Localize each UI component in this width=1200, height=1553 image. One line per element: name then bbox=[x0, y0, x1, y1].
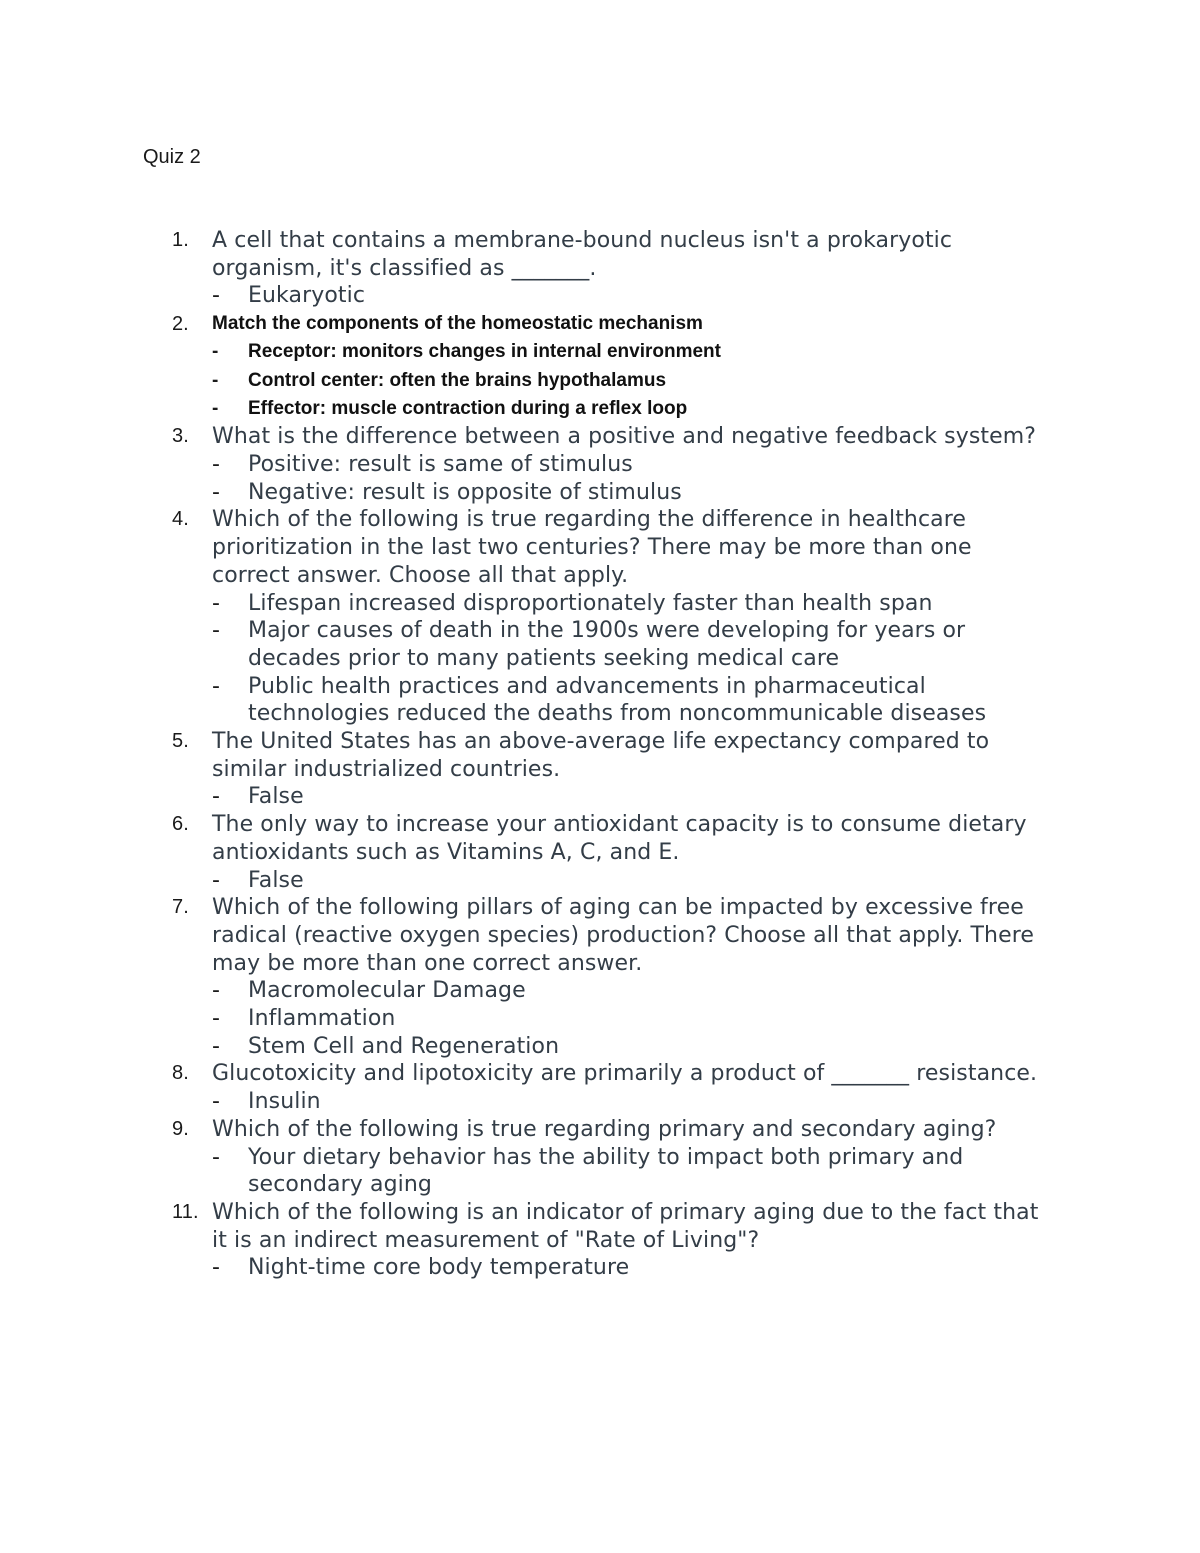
answer-item: - Positive: result is same of stimulus bbox=[212, 452, 633, 477]
question-item bbox=[172, 506, 1052, 728]
answer-item: - Public health practices and advancements in pharmaceutical technologies reduced the deaths from noncommunicable diseases bbox=[212, 673, 987, 727]
question-number: 4. bbox=[172, 508, 189, 531]
answer-item: - Eukaryotic bbox=[212, 283, 366, 309]
question-text: The only way to increase your antioxidant capacity is to consume dietary antioxidants such as Vitamins A, C, and E. bbox=[212, 812, 1027, 865]
answer-item: - Inflammation bbox=[212, 1006, 396, 1032]
question-item bbox=[172, 1116, 1052, 1199]
question-number: 8. bbox=[172, 1062, 189, 1085]
answer-list bbox=[212, 338, 1052, 423]
question-text: Which of the following pillars of aging can be impacted by excessive free radical (reactive oxygen species) production? Choose all that apply. There may be more than one correct answer. bbox=[212, 895, 1035, 976]
question-item bbox=[172, 728, 1052, 811]
answer-item: - Control center: often the brains hypothalamus bbox=[212, 369, 667, 391]
question-text: Which of the following is true regarding the difference in healthcare prioritization in the last two centuries? There may be more than one correct answer. Choose all that apply. bbox=[212, 507, 972, 588]
question-item bbox=[172, 310, 1052, 423]
answer-list bbox=[212, 1254, 1052, 1282]
question-number: 1. bbox=[172, 229, 189, 251]
question-number: 5. bbox=[172, 730, 189, 753]
question-text: Which of the following is true regarding primary and secondary aging? bbox=[212, 1116, 997, 1142]
answer-item: - Receptor: monitors changes in internal environment bbox=[212, 341, 721, 363]
question-item bbox=[172, 227, 1052, 310]
answer-list bbox=[212, 1144, 1052, 1199]
answer-text: Your dietary behavior has the ability to impact both primary and secondary aging bbox=[248, 1144, 964, 1198]
question-number: 11. bbox=[172, 1200, 199, 1223]
page-title: Quiz 2 bbox=[143, 146, 201, 168]
answer-list bbox=[212, 590, 1052, 729]
question-text: Glucotoxicity and lipotoxicity are primarily a product of _______ resistance. bbox=[212, 1061, 1038, 1087]
question-number: 7. bbox=[172, 896, 189, 919]
question-number: 6. bbox=[172, 813, 189, 836]
question-text: What is the difference between a positive and negative feedback system? bbox=[212, 424, 1037, 450]
question-list bbox=[172, 227, 1052, 1282]
answer-list bbox=[212, 867, 1052, 895]
answer-text: Negative: result is opposite of stimulus bbox=[248, 479, 682, 505]
answer-text: Effector: muscle contraction during a reflex loop bbox=[248, 398, 688, 419]
question-item bbox=[172, 894, 1052, 1060]
answer-item: - Night-time core body temperature bbox=[212, 1255, 630, 1281]
answer-text: False bbox=[248, 784, 304, 810]
answer-text: Insulin bbox=[248, 1089, 321, 1115]
answer-text: Public health practices and advancements in pharmaceutical technologies reduced the deaths from noncommunicable diseases bbox=[248, 673, 987, 727]
answer-list bbox=[212, 451, 1052, 506]
question-text: The United States has an above-average life expectancy compared to similar industrialized countries. bbox=[212, 729, 990, 782]
answer-text: Major causes of death in the 1900s were developing for years or decades prior to many patients seeking medical care bbox=[248, 618, 966, 671]
answer-item: - False bbox=[212, 867, 304, 893]
answer-item: - Macromolecular Damage bbox=[212, 978, 526, 1004]
answer-item: - False bbox=[212, 784, 304, 810]
question-text: A cell that contains a membrane-bound nucleus isn't a prokaryotic organism, it's classified as _______. bbox=[212, 228, 953, 281]
answer-item: - Major causes of death in the 1900s were developing for years or decades prior to many patients seeking medical care bbox=[212, 618, 966, 671]
question-item bbox=[172, 423, 1052, 506]
question-text: Match the components of the homeostatic mechanism bbox=[212, 313, 703, 335]
answer-item: - Lifespan increased disproportionately faster than health span bbox=[212, 590, 933, 616]
answer-item: - Effector: muscle contraction during a reflex loop bbox=[212, 398, 688, 419]
question-item bbox=[172, 1199, 1052, 1282]
answer-item: - Your dietary behavior has the ability to impact both primary and secondary aging bbox=[212, 1144, 964, 1198]
answer-text: False bbox=[248, 867, 304, 893]
answer-text: Control center: often the brains hypothalamus bbox=[248, 369, 667, 391]
answer-text: Macromolecular Damage bbox=[248, 978, 526, 1004]
answer-item: - Negative: result is opposite of stimulus bbox=[212, 479, 682, 505]
answer-text: Night-time core body temperature bbox=[248, 1255, 630, 1281]
answer-text: Stem Cell and Regeneration bbox=[248, 1033, 560, 1059]
answer-text: Lifespan increased disproportionately faster than health span bbox=[248, 590, 933, 616]
answer-text: Inflammation bbox=[248, 1006, 396, 1032]
answer-item: - Insulin bbox=[212, 1089, 321, 1115]
answer-text: Receptor: monitors changes in internal environment bbox=[248, 341, 721, 363]
answer-list bbox=[212, 977, 1052, 1060]
question-item bbox=[172, 1060, 1052, 1115]
answer-list bbox=[212, 1088, 1052, 1116]
question-number: 3. bbox=[172, 425, 189, 448]
answer-list bbox=[212, 282, 1052, 310]
answer-item: - Stem Cell and Regeneration bbox=[212, 1033, 560, 1059]
question-number: 2. bbox=[172, 313, 189, 336]
answer-list bbox=[212, 783, 1052, 811]
answer-text: Positive: result is same of stimulus bbox=[248, 452, 633, 477]
answer-text: Eukaryotic bbox=[248, 283, 366, 309]
question-number: 9. bbox=[172, 1117, 189, 1140]
question-item bbox=[172, 811, 1052, 894]
question-text: Which of the following is an indicator of primary aging due to the fact that it is an indirect measurement of "Rate of Living"? bbox=[212, 1199, 1039, 1253]
